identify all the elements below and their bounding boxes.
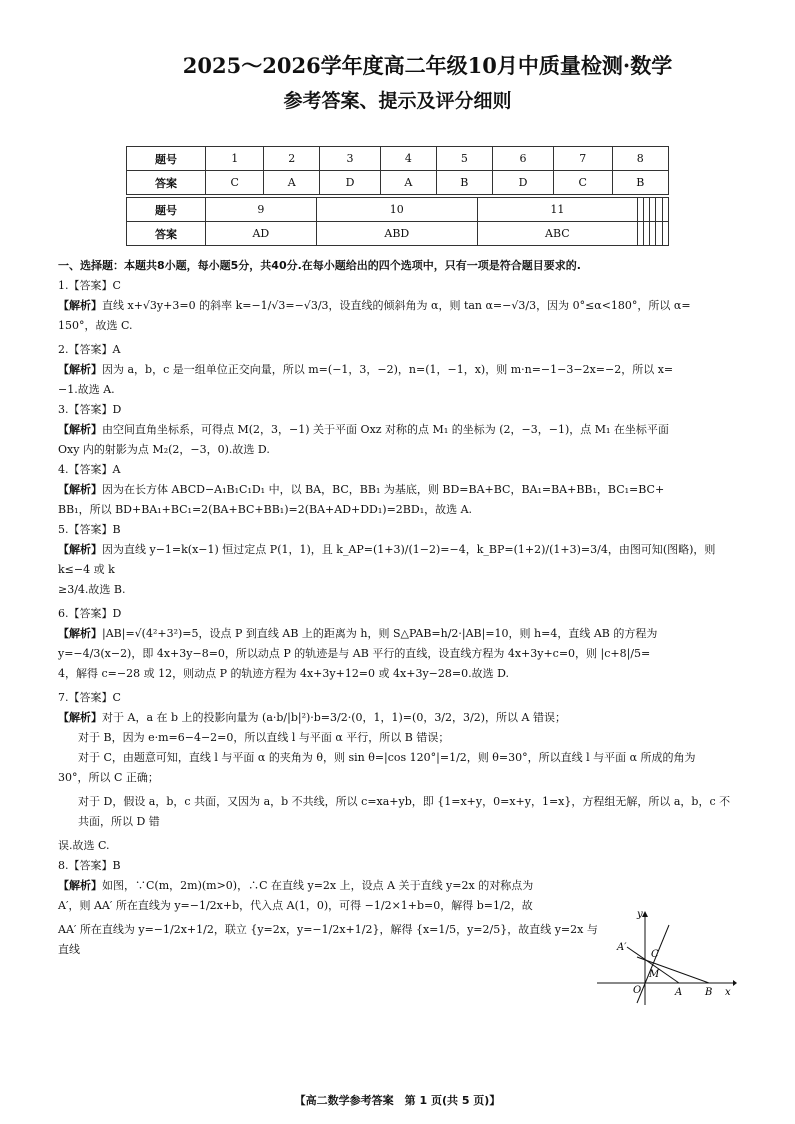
table-cell: B — [436, 171, 492, 195]
table-cell: 7 — [554, 147, 612, 171]
label-a: A — [675, 987, 683, 998]
line-y-2x — [637, 925, 669, 1003]
table-header-cell: 题号 — [127, 147, 206, 171]
solution-text: ≥3/4.故选 B. — [58, 583, 126, 596]
answer-table-1 — [126, 146, 669, 195]
solution-label: 【解析】 — [58, 627, 102, 640]
solution-text: BB₁，所以 BD+BA₁+BC₁=2(BA+BC+BB₁)=2(BA+AD+DD₁)=2BD₁，故选 A. — [58, 503, 473, 516]
page-title: 2025～2026学年度高二年级10月中质量检测·数学 — [182, 53, 673, 78]
table-cell: 11 — [477, 198, 637, 222]
table-cell: 2 — [264, 147, 320, 171]
table-cell: ABC — [477, 222, 637, 246]
table-cell: D — [493, 171, 554, 195]
solution-text: 如图，∵C(m，2m)(m>0)，∴C 在直线 y=2x 上，设点 A 关于直线 y=2x 的对称点为 — [102, 879, 534, 892]
table-header-cell: 答案 — [127, 222, 206, 246]
section-heading: 一、选择题：本题共8小题，每小题5分，共40分.在每小题给出的四个选项中，只有一项是符合题目要求的. — [58, 259, 581, 272]
table-cell: AD — [206, 222, 317, 246]
q6-solution — [58, 624, 734, 644]
solution-text: 对于 B，因为 e·m=6−4−2=0，所以直线 l 与平面 α 平行，所以 B 错误； — [78, 731, 450, 744]
table-cell — [662, 198, 668, 222]
q8-solution — [58, 876, 598, 896]
solution-text: 由空间直角坐标系，可得点 M(2，3，−1) 关于平面 Oxz 对称的点 M₁ 的坐标为 (2，−3，−1)，点 M₁ 在坐标平面 — [102, 423, 669, 436]
solution-text: 150°，故选 C. — [58, 319, 133, 332]
solution-label: 【解析】 — [58, 483, 102, 496]
solution-text: Oxy 内的射影为点 M₂(2，−3，0).故选 D. — [58, 443, 270, 456]
solution-text: 因为在长方体 ABCD−A₁B₁C₁D₁ 中，以 BA，BC，BB₁ 为基底，则 BD=BA+BC，BA₁=BA+BB₁，BC₁=BC+ — [102, 483, 665, 496]
table-cell: 4 — [381, 147, 437, 171]
table-cell: 6 — [493, 147, 554, 171]
solution-text: 因为 a，b，c 是一组单位正交向量，所以 m=(−1，3，−2)，n=(1，−1，x)，则 m·n=−1−3−2x=−2，所以 x= — [102, 363, 674, 376]
table-cell: A — [264, 171, 320, 195]
q5-answer: 5.【答案】B — [58, 523, 121, 536]
q7-answer: 7.【答案】C — [58, 691, 121, 704]
table-cell: 1 — [206, 147, 264, 171]
table-cell: ABD — [316, 222, 477, 246]
table-row — [127, 171, 669, 195]
solution-text: 对于 C，由题意可知，直线 l 与平面 α 的夹角为 θ，则 sin θ=|cos 120°|=1/2，则 θ=30°，所以直线 l 与平面 α 所成的角为 — [78, 751, 696, 764]
table-cell: C — [206, 171, 264, 195]
table-header-cell: 题号 — [127, 198, 206, 222]
label-a-prime: A′ — [617, 942, 627, 953]
solution-label: 【解析】 — [58, 543, 102, 556]
label-m: M — [649, 969, 660, 980]
q4-solution — [58, 480, 734, 500]
solution-text: |AB|=√(4²+3²)=5，设点 P 到直线 AB 上的距离为 h，则 S△PAB=h/2·|AB|=10，则 h=4，直线 AB 的方程为 — [102, 627, 658, 640]
table-cell: 8 — [612, 147, 669, 171]
solution-text: 因为直线 y−1=k(x−1) 恒过定点 P(1，1)，且 k_AP=(1+3)/(1−2)=−4，k_BP=(1+2)/(1+3)=3/4，由图可知(图略)，则 k≤−4 或 k — [58, 543, 716, 576]
solution-text: 误.故选 C. — [58, 839, 110, 852]
label-c: C — [651, 949, 659, 960]
label-y: y — [637, 909, 643, 920]
page-footer: 【高二数学参考答案 第 1 页(共 5 页)】 — [294, 1094, 501, 1107]
solution-text: 对于 A，a 在 b 上的投影向量为 (a·b/|b|²)·b=3/2·(0，1，1)=(0，3/2，3/2)，所以 A 错误； — [102, 711, 566, 724]
table-row — [127, 222, 669, 246]
q4-answer: 4.【答案】A — [58, 463, 121, 476]
q6-answer: 6.【答案】D — [58, 607, 122, 620]
solution-label: 【解析】 — [58, 711, 102, 724]
table-cell: 5 — [436, 147, 492, 171]
table-cell: B — [612, 171, 669, 195]
q7-solution — [58, 708, 734, 728]
table-cell: 9 — [206, 198, 317, 222]
table-cell: 10 — [316, 198, 477, 222]
table-cell: D — [320, 171, 381, 195]
x-axis-arrow — [733, 980, 737, 986]
table-header-cell: 答案 — [127, 171, 206, 195]
label-b: B — [705, 987, 713, 998]
table-cell — [662, 222, 668, 246]
solutions-body — [58, 256, 734, 960]
q2-solution — [58, 360, 734, 380]
table-row — [127, 198, 669, 222]
solution-text: 30°，所以 C 正确； — [58, 771, 159, 784]
q8-answer: 8.【答案】B — [58, 859, 121, 872]
solution-text: 直线 x+√3y+3=0 的斜率 k=−1/√3=−√3/3，设直线的倾斜角为 α，则 tan α=−√3/3，因为 0°≤α<180°，所以 α= — [102, 299, 691, 312]
solution-label: 【解析】 — [58, 363, 102, 376]
solution-text: A′，则 AA′ 所在直线为 y=−1/2x+b，代入点 A(1，0)，可得 −1/2×1+b=0，解得 b=1/2，故 — [58, 899, 533, 912]
q3-solution — [58, 420, 734, 440]
solution-label: 【解析】 — [58, 423, 102, 436]
coordinate-figure — [597, 905, 737, 1005]
q1-solution — [58, 296, 734, 316]
table-cell: A — [381, 171, 437, 195]
label-x: x — [725, 987, 731, 998]
solution-text: AA′ 所在直线为 y=−1/2x+1/2，联立 {y=2x，y=−1/2x+1/2}，解得 {x=1/5，y=2/5}，故直线 y=2x 与直线 — [58, 923, 598, 956]
q3-answer: 3.【答案】D — [58, 403, 122, 416]
y-axis-arrow — [642, 911, 648, 917]
table-row — [127, 147, 669, 171]
q1-answer: 1.【答案】C — [58, 279, 121, 292]
q2-answer: 2.【答案】A — [58, 343, 121, 356]
table-cell: 3 — [320, 147, 381, 171]
label-o: O — [633, 985, 642, 996]
q5-solution — [58, 540, 734, 580]
table-cell: C — [554, 171, 612, 195]
answer-table-2 — [126, 197, 669, 246]
solution-text: −1.故选 A. — [58, 383, 115, 396]
solution-label: 【解析】 — [58, 879, 102, 892]
solution-label: 【解析】 — [58, 299, 102, 312]
solution-text: y=−4/3(x−2)，即 4x+3y−8=0，所以动点 P 的轨迹是与 AB 平行的直线，设直线方程为 4x+3y+c=0，则 |c+8|/5= — [58, 647, 651, 660]
solution-text: 对于 D，假设 a，b，c 共面，又因为 a，b 不共线，所以 c=xa+yb，即 {1=x+y，0=x+y，1=x}，方程组无解，所以 a，b，c 不共面，所以 D 错 — [78, 795, 731, 828]
solution-text: 4，解得 c=−28 或 12，则动点 P 的轨迹方程为 4x+3y+12=0 或 4x+3y−28=0.故选 D. — [58, 667, 509, 680]
page-subtitle: 参考答案、提示及评分细则 — [283, 90, 512, 112]
